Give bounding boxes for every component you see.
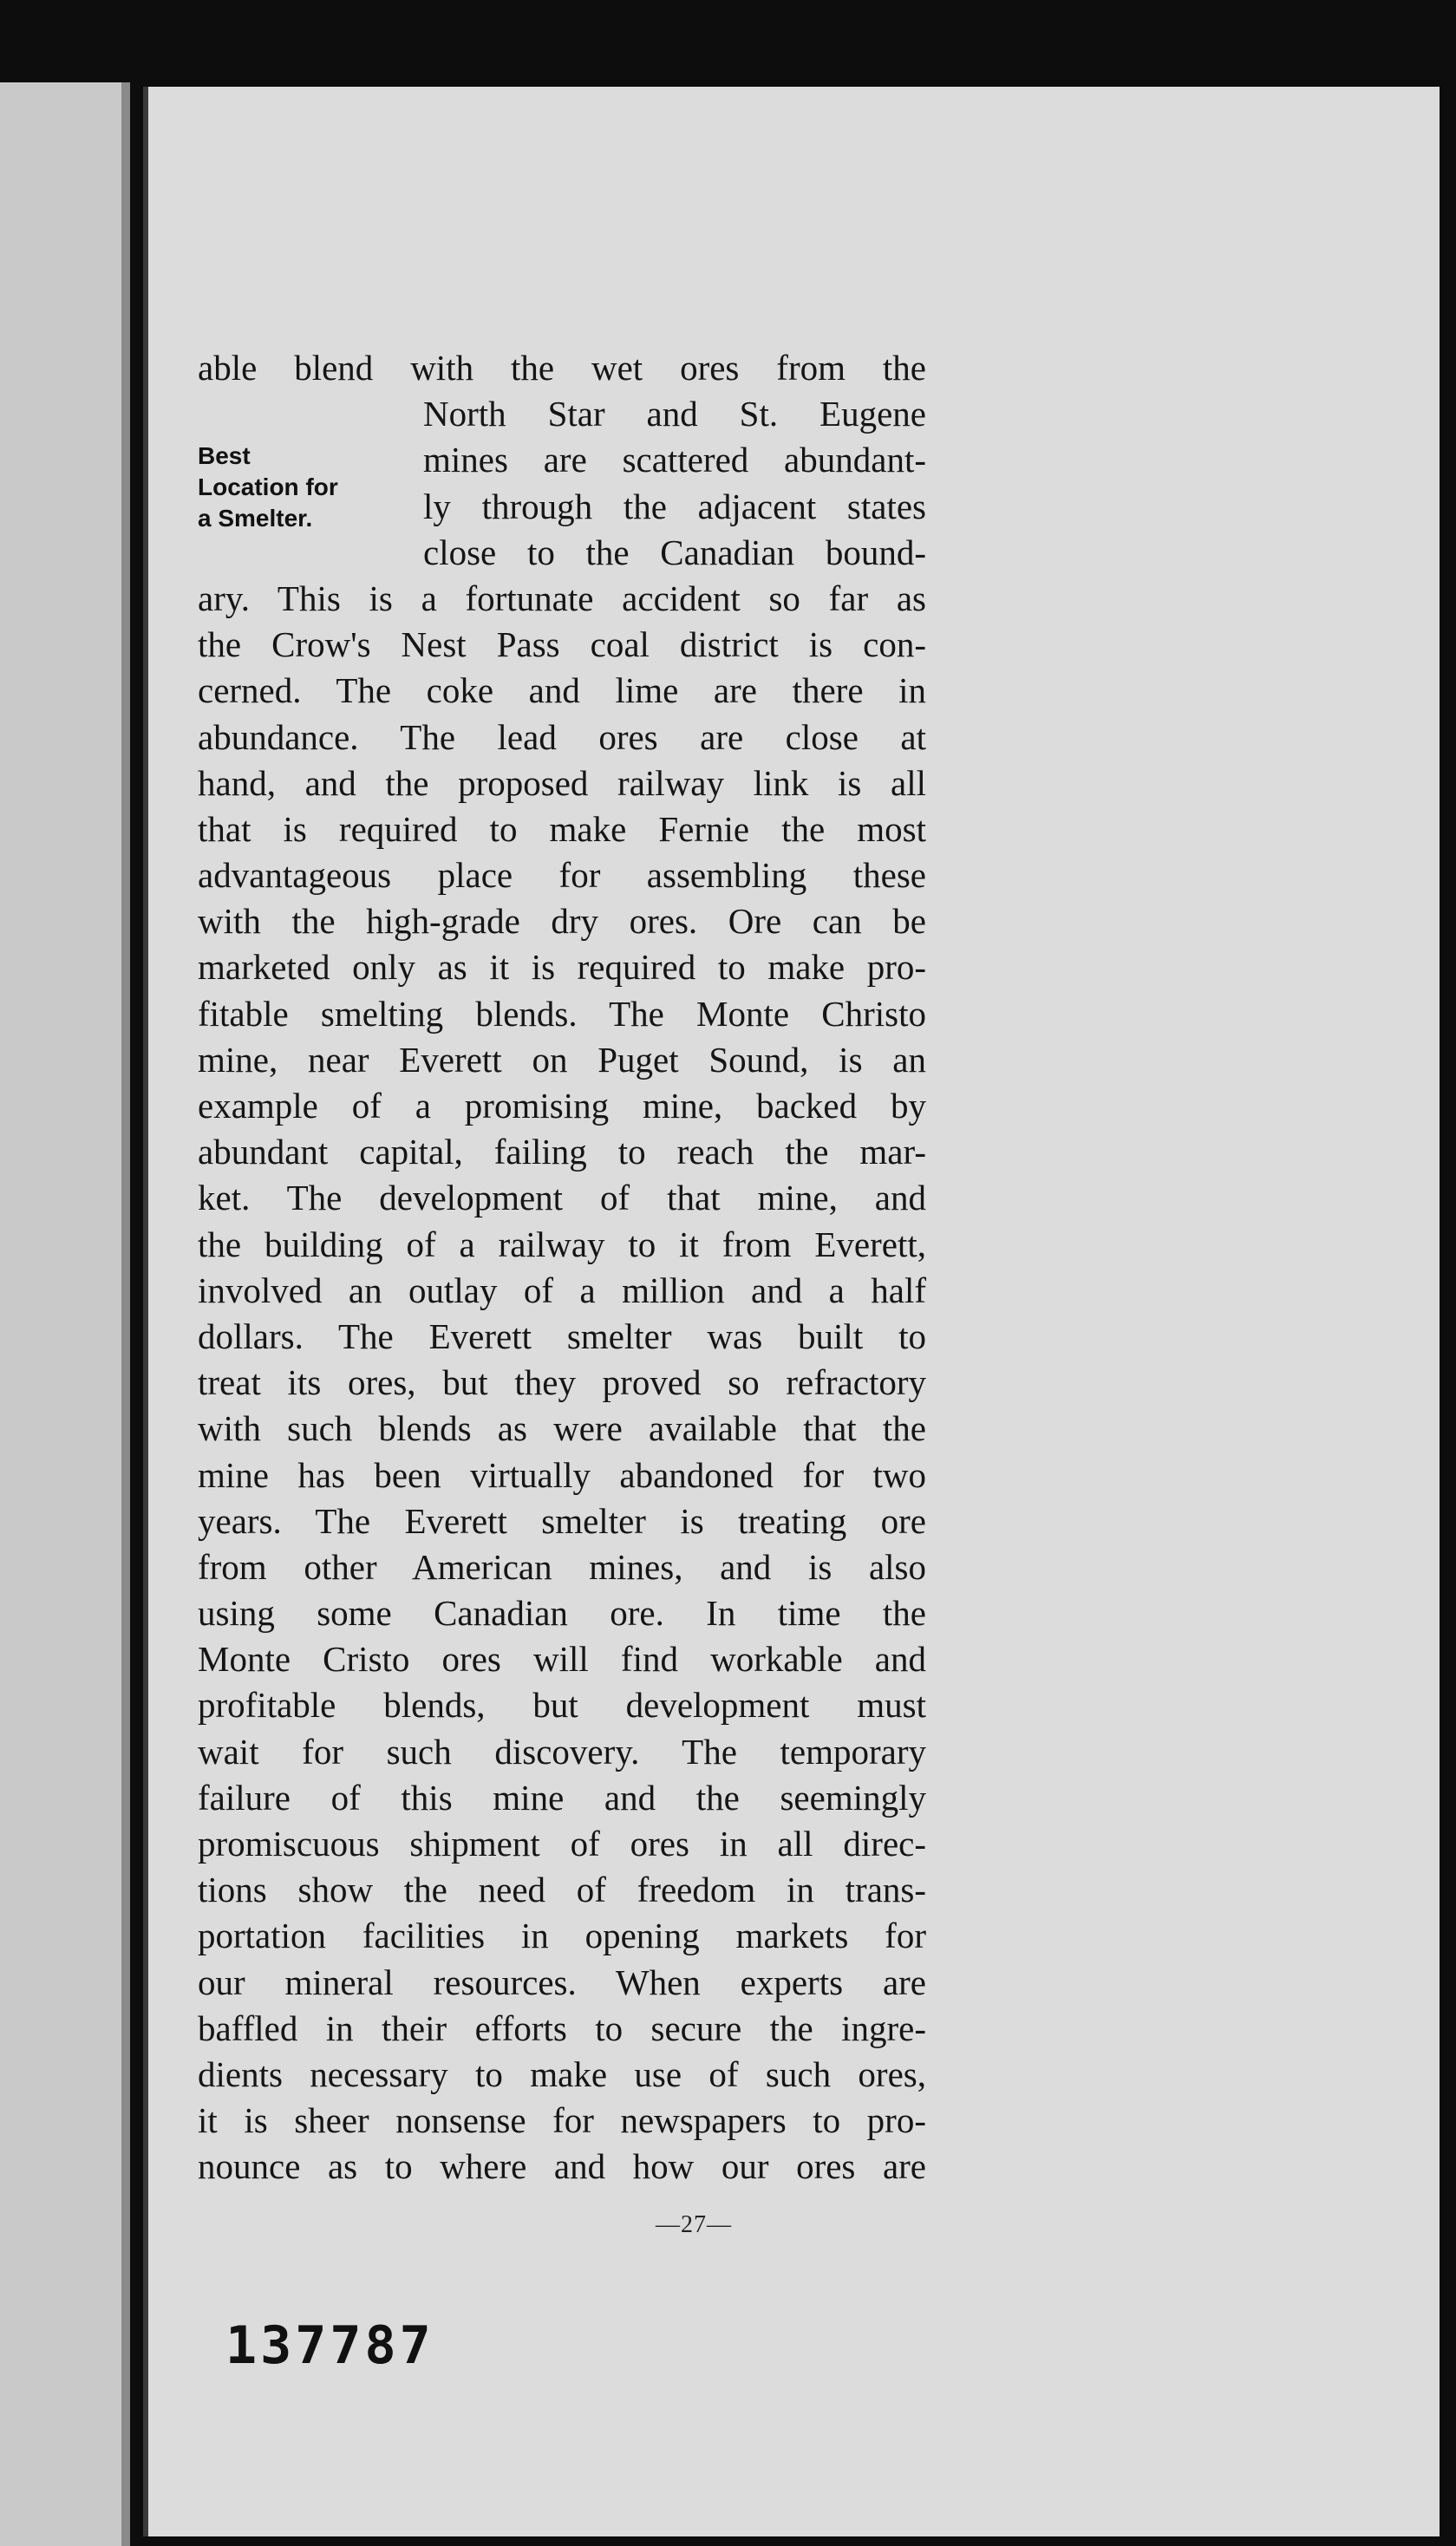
facing-page-edge (0, 82, 130, 2546)
text-line: from other American mines, and is also (198, 1546, 926, 1587)
body-text (198, 345, 926, 2190)
margin-note-line: a Smelter. (198, 505, 313, 532)
text-line: North Star and St. Eugene (423, 394, 926, 434)
text-line: close to the Canadian bound- (423, 532, 926, 572)
text-line: involved an outlay of a million and a half (198, 1270, 926, 1310)
text-line: wait for such discovery. The temporary (198, 1731, 926, 1772)
page-number: —27— (656, 2211, 732, 2238)
text-line: mine has been virtually abandoned for two (198, 1454, 926, 1495)
text-line: with such blends as were available that the (198, 1408, 926, 1449)
text-line: our mineral resources. When experts are (198, 1962, 926, 2002)
text-line: cerned. The coke and lime are there in (198, 670, 926, 711)
text-line: profitable blends, but development must (198, 1685, 926, 1726)
text-line: the building of a railway to it from Everett, (198, 1224, 926, 1264)
text-line: ket. The development of that mine, and (198, 1178, 926, 1218)
text-line: example of a promising mine, backed by (198, 1086, 926, 1126)
text-line: able blend with the wet ores from the (198, 348, 926, 388)
text-line: years. The Everett smelter is treating ore (198, 1500, 926, 1541)
text-line: dollars. The Everett smelter was built to (198, 1315, 926, 1356)
text-line: tions show the need of freedom in trans- (198, 1870, 926, 1910)
text-line: using some Canadian ore. In time the (198, 1593, 926, 1634)
text-line: abundant capital, failing to reach the mar- (198, 1132, 926, 1172)
text-line: portation facilities in opening markets for (198, 1916, 926, 1956)
text-line: advantageous place for assembling these (198, 855, 926, 896)
text-line: that is required to make Fernie the most (198, 808, 926, 849)
text-line: dients necessary to make use of such ores, (198, 2053, 926, 2094)
margin-note-line: Location for (198, 473, 338, 500)
text-line: ary. This is a fortunate accident so far as (198, 578, 926, 618)
text-line: with the high-grade dry ores. Ore can be (198, 901, 926, 942)
text-line: hand, and the proposed railway link is all (198, 762, 926, 803)
text-line: it is sheer nonsense for newspapers to pro- (198, 2100, 926, 2141)
text-line: marketed only as it is required to make pro- (198, 947, 926, 988)
text-line: mines are scattered abundant- (423, 440, 926, 480)
text-line: Monte Cristo ores will find workable and (198, 1639, 926, 1680)
text-line: promiscuous shipment of ores in all direc- (198, 1824, 926, 1864)
text-line: baffled in their efforts to secure the ingre- (198, 2007, 926, 2048)
text-line: the Crow's Nest Pass coal district is con- (198, 624, 926, 665)
text-line: fitable smelting blends. The Monte Christo (198, 993, 926, 1034)
text-line: nounce as to where and how our ores are (198, 2146, 926, 2187)
catalog-stamp: 137787 (225, 2315, 434, 2376)
text-line: failure of this mine and the seemingly (198, 1777, 926, 1818)
text-line: abundance. The lead ores are close at (198, 716, 926, 757)
text-line: ly through the adjacent states (423, 486, 926, 526)
text-line: treat its ores, but they proved so refractory (198, 1362, 926, 1403)
margin-note-line: Best (198, 442, 251, 469)
text-line: mine, near Everett on Puget Sound, is an (198, 1039, 926, 1080)
